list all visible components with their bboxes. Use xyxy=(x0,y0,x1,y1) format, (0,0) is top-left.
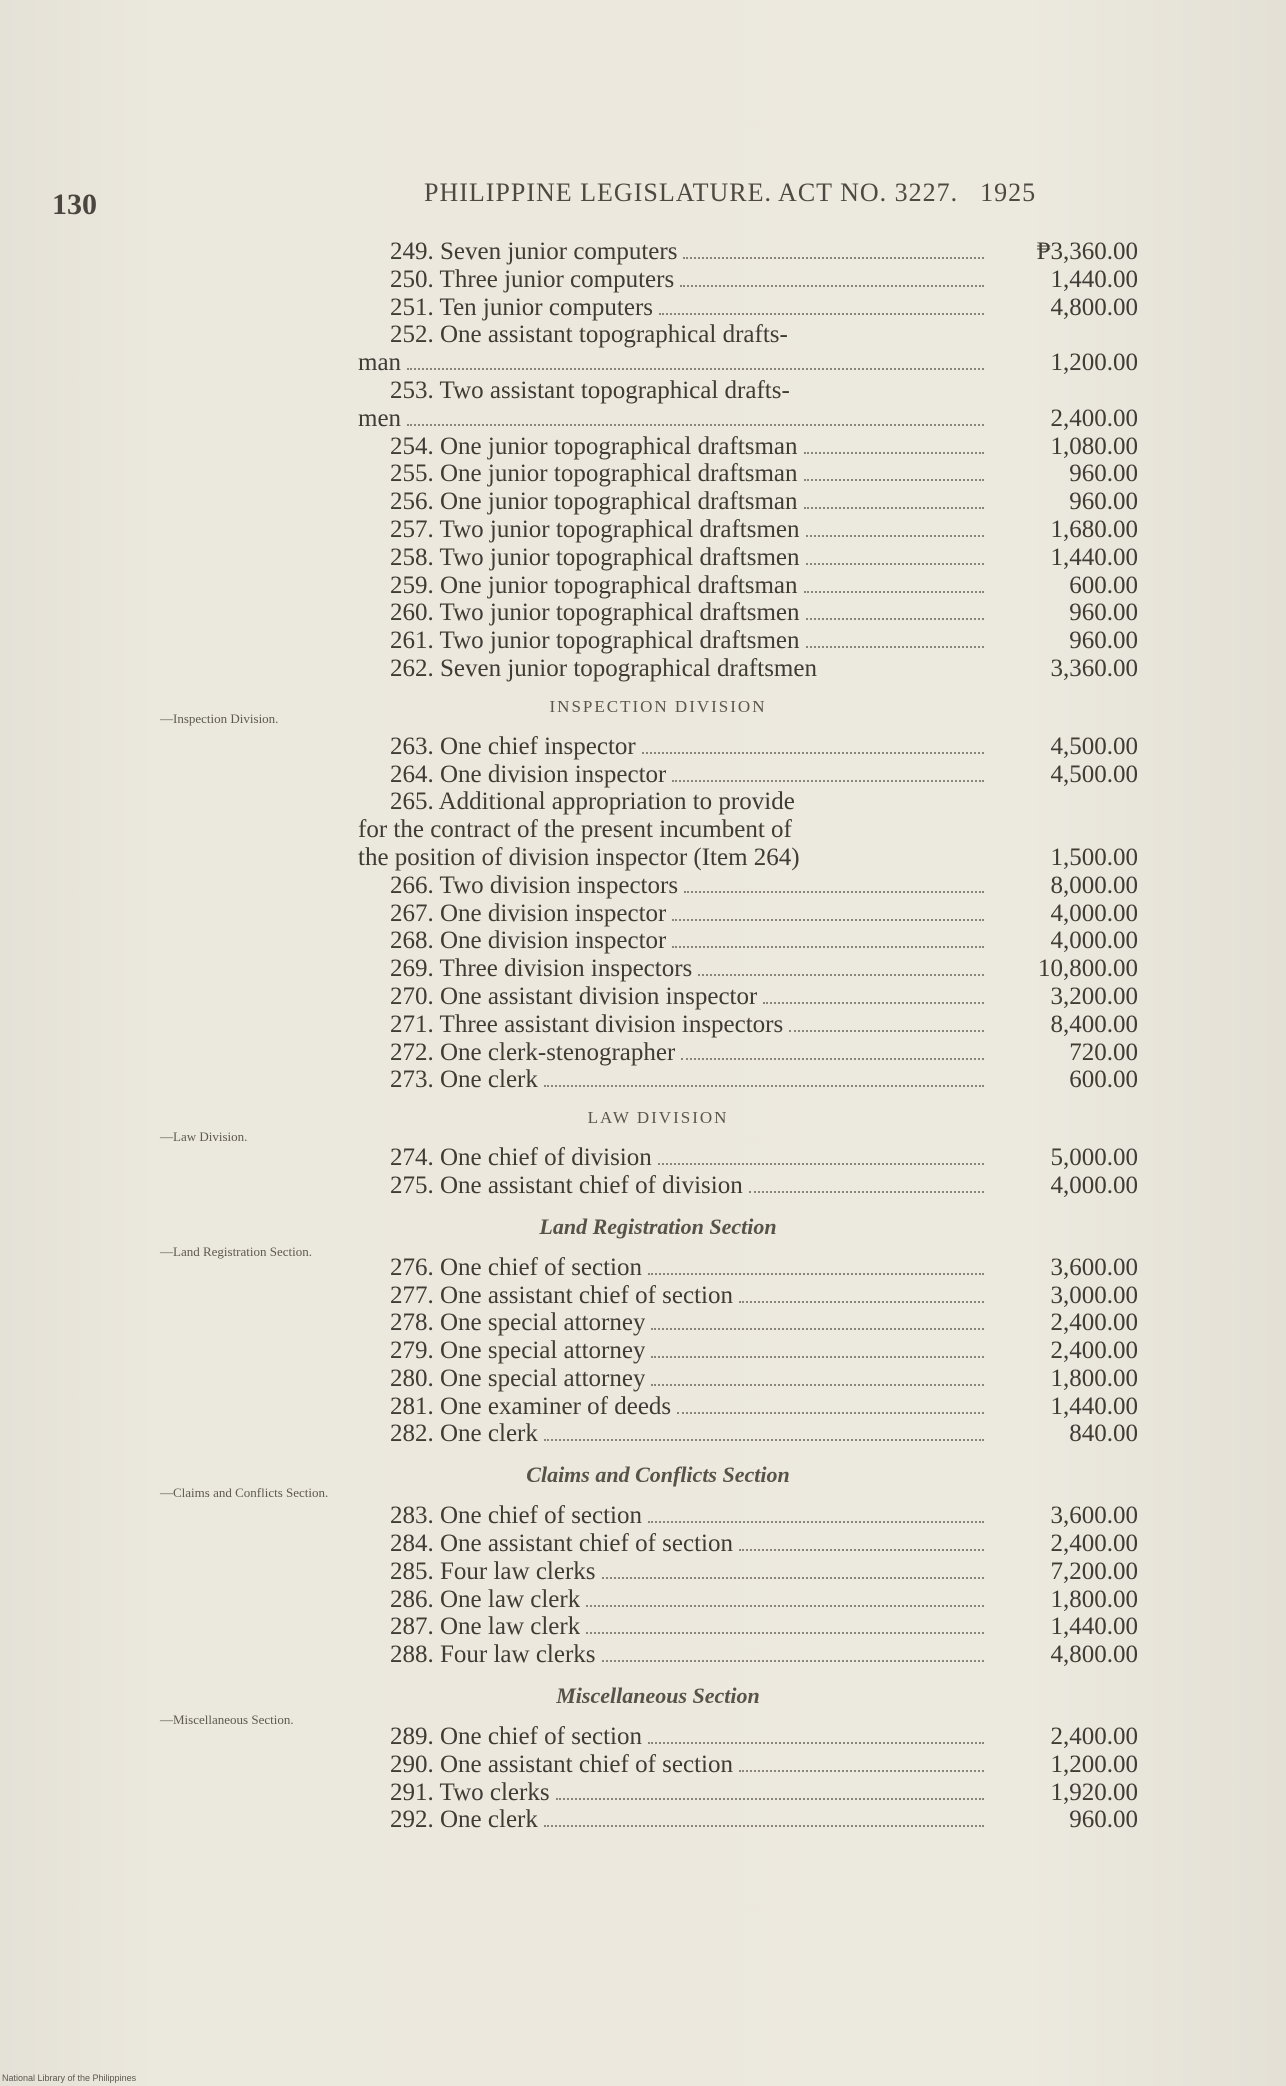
section-heading-land: Land Registration Section xyxy=(539,1213,777,1239)
line-item: 251. Ten junior computers 4,800.00 xyxy=(390,293,1138,321)
line-item: 287. One law clerk 1,440.00 xyxy=(390,1613,1138,1641)
line-item: 275. One assistant chief of division 4,000.00 xyxy=(390,1171,1138,1199)
line-item: 278. One special attorney 2,400.00 xyxy=(390,1309,1138,1337)
line-item: 282. One clerk 840.00 xyxy=(390,1420,1138,1448)
line-item: 250. Three junior computers 1,440.00 xyxy=(390,265,1138,293)
line-item: 281. One examiner of deeds 1,440.00 xyxy=(390,1392,1138,1420)
line-item: 290. One assistant chief of section 1,200.00 xyxy=(390,1750,1138,1778)
line-item: 284. One assistant chief of section 2,400.00 xyxy=(390,1530,1138,1558)
margin-note-inspection: —Inspection Division. xyxy=(160,711,279,726)
line-item: 272. One clerk-stenographer 720.00 xyxy=(390,1038,1138,1066)
line-item: 257. Two junior topographical draftsmen 1,680.00 xyxy=(390,515,1138,543)
margin-note-misc: —Miscellaneous Section. xyxy=(160,1712,294,1727)
running-head-year: 1925 xyxy=(980,178,1037,207)
line-item: 256. One junior topographical draftsman 960.00 xyxy=(390,488,1138,516)
line-item: 249. Seven junior computers ₱3,360.00 xyxy=(390,238,1138,265)
running-head-title: PHILIPPINE LEGISLATURE. ACT NO. 3227. xyxy=(424,178,959,207)
line-item: 268. One division inspector 4,000.00 xyxy=(390,927,1138,955)
line-item: 264. One division inspector 4,500.00 xyxy=(390,760,1138,788)
margin-note-claims: —Claims and Conflicts Section. xyxy=(160,1485,329,1500)
line-item: 288. Four law clerks 4,800.00 xyxy=(390,1641,1138,1669)
line-item: 286. One law clerk 1,800.00 xyxy=(390,1585,1138,1613)
line-item: 285. Four law clerks 7,200.00 xyxy=(390,1557,1138,1585)
line-item: 252. One assistant topographical drafts- xyxy=(390,321,788,349)
line-item: 270. One assistant division inspector 3,200.00 xyxy=(390,982,1138,1010)
line-item: men 2,400.00 xyxy=(358,404,1138,432)
line-item: for the contract of the present incumbent of xyxy=(358,816,792,844)
margin-note-land: —Land Registration Section. xyxy=(160,1244,313,1259)
section-heading-inspection: INSPECTION DIVISION xyxy=(549,696,767,716)
line-item: man 1,200.00 xyxy=(358,349,1138,377)
line-item: 291. Two clerks 1,920.00 xyxy=(390,1778,1138,1806)
page-number: 130 xyxy=(52,188,97,221)
line-item: 289. One chief of section 2,400.00 xyxy=(390,1723,1138,1751)
line-item: 255. One junior topographical draftsman 960.00 xyxy=(390,460,1138,488)
running-head xyxy=(424,178,1036,208)
line-item: 273. One clerk 600.00 xyxy=(390,1066,1138,1094)
section-heading-misc: Miscellaneous Section xyxy=(556,1683,760,1709)
section-heading-law: LAW DIVISION xyxy=(587,1108,729,1128)
line-item: 259. One junior topographical draftsman 600.00 xyxy=(390,571,1138,599)
line-item: 271. Three assistant division inspectors 8,400.00 xyxy=(390,1010,1138,1038)
line-item: 280. One special attorney 1,800.00 xyxy=(390,1364,1138,1392)
scan-footer: National Library of the Philippines xyxy=(2,2073,137,2083)
margin-note-law: —Law Division. xyxy=(160,1129,248,1144)
section-heading-claims: Claims and Conflicts Section xyxy=(526,1462,790,1488)
line-item: 269. Three division inspectors 10,800.00 xyxy=(390,955,1138,983)
line-item: 258. Two junior topographical draftsmen 1,440.00 xyxy=(390,543,1138,571)
line-item: 292. One clerk 960.00 xyxy=(390,1806,1138,1834)
line-item: 265. Additional appropriation to provide xyxy=(390,788,795,816)
line-item: 276. One chief of section 3,600.00 xyxy=(390,1253,1138,1281)
line-item: 267. One division inspector 4,000.00 xyxy=(390,899,1138,927)
line-item: 283. One chief of section 3,600.00 xyxy=(390,1502,1138,1530)
line-item: 274. One chief of division 5,000.00 xyxy=(390,1144,1138,1172)
line-item: 266. Two division inspectors 8,000.00 xyxy=(390,871,1138,899)
line-item: 261. Two junior topographical draftsmen 960.00 xyxy=(390,627,1138,655)
line-item: 260. Two junior topographical draftsmen 960.00 xyxy=(390,599,1138,627)
line-item: 253. Two assistant topographical drafts- xyxy=(390,376,790,404)
line-item: 277. One assistant chief of section 3,000.00 xyxy=(390,1281,1138,1309)
line-item: 262. Seven junior topographical draftsmen 3,360.00 xyxy=(390,654,1138,682)
line-item: 254. One junior topographical draftsman 1,080.00 xyxy=(390,432,1138,460)
line-item: the position of division inspector (Item 264) 1,500.00 xyxy=(358,843,1138,871)
line-item: 263. One chief inspector 4,500.00 xyxy=(390,732,1138,760)
line-item: 279. One special attorney 2,400.00 xyxy=(390,1337,1138,1365)
appropriation-list xyxy=(358,238,1138,1834)
